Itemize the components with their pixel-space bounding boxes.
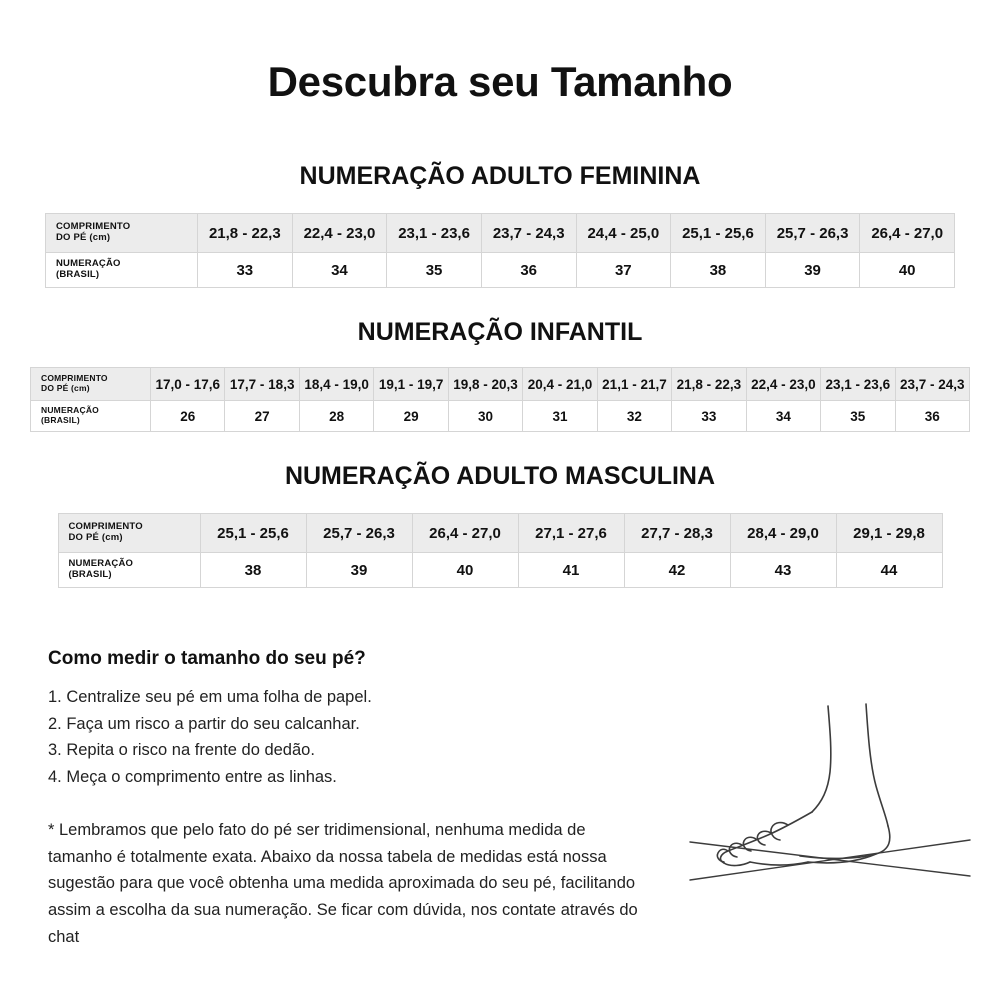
- cell-size: 38: [671, 253, 766, 288]
- cell-length: 18,4 - 19,0: [299, 368, 373, 401]
- cell-size: 36: [895, 401, 969, 432]
- cell-length: 20,4 - 21,0: [523, 368, 597, 401]
- list-item: 3. Repita o risco na frente do dedão.: [48, 741, 315, 760]
- list-item: 4. Meça o comprimento entre as linhas.: [48, 768, 337, 787]
- cell-length: 25,7 - 26,3: [306, 514, 412, 553]
- section-title-feminina: NUMERAÇÃO ADULTO FEMININA: [299, 162, 701, 190]
- cell-size: 34: [746, 401, 820, 432]
- table-row: [46, 214, 955, 253]
- howto-title: Como medir o tamanho do seu pé?: [48, 648, 366, 669]
- cell-size: 38: [200, 553, 306, 588]
- cell-length: 26,4 - 27,0: [412, 514, 518, 553]
- cell-length: 23,7 - 24,3: [481, 214, 576, 253]
- cell-length: 22,4 - 23,0: [292, 214, 387, 253]
- cell-length: 28,4 - 29,0: [730, 514, 836, 553]
- cell-length: 23,1 - 23,6: [821, 368, 895, 401]
- cell-length: 21,1 - 21,7: [597, 368, 671, 401]
- foot-icon: [680, 690, 980, 900]
- cell-size: 39: [306, 553, 412, 588]
- cell-length: 25,1 - 25,6: [200, 514, 306, 553]
- cell-size: 40: [412, 553, 518, 588]
- foot-measurement-illustration: [680, 690, 980, 900]
- table-row: [58, 553, 942, 588]
- cell-length: 21,8 - 22,3: [198, 214, 293, 253]
- cell-size: 37: [576, 253, 671, 288]
- size-table-masculina: [58, 513, 943, 588]
- row-header-size: NUMERAÇÃO (BRASIL): [31, 401, 151, 432]
- cell-length: 26,4 - 27,0: [860, 214, 955, 253]
- cell-length: 17,7 - 18,3: [225, 368, 299, 401]
- list-item: 2. Faça um risco a partir do seu calcanhar.: [48, 714, 360, 733]
- table-row: [31, 401, 970, 432]
- section-title-masculina: NUMERAÇÃO ADULTO MASCULINA: [284, 462, 716, 490]
- size-table-infantil: [30, 367, 970, 432]
- cell-size: 44: [836, 553, 942, 588]
- row-header-length: COMPRIMENTO DO PÉ (cm): [31, 368, 151, 401]
- cell-size: 27: [225, 401, 299, 432]
- cell-length: 23,1 - 23,6: [387, 214, 482, 253]
- cell-length: 23,7 - 24,3: [895, 368, 969, 401]
- table-wrapper-infantil: [0, 367, 1000, 432]
- cell-length: 25,7 - 26,3: [765, 214, 860, 253]
- table-row: [58, 514, 942, 553]
- cell-size: 35: [387, 253, 482, 288]
- row-header-length: COMPRIMENTO DO PÉ (cm): [58, 514, 200, 553]
- howto-block: [48, 648, 668, 967]
- cell-size: 36: [481, 253, 576, 288]
- cell-size: 32: [597, 401, 671, 432]
- cell-length: 19,8 - 20,3: [448, 368, 522, 401]
- section-title-infantil: NUMERAÇÃO INFANTIL: [357, 318, 643, 346]
- cell-length: 29,1 - 29,8: [836, 514, 942, 553]
- cell-size: 43: [730, 553, 836, 588]
- cell-length: 22,4 - 23,0: [746, 368, 820, 401]
- cell-length: 25,1 - 25,6: [671, 214, 766, 253]
- cell-size: 33: [672, 401, 746, 432]
- cell-length: 24,4 - 25,0: [576, 214, 671, 253]
- cell-length: 27,7 - 28,3: [624, 514, 730, 553]
- cell-length: 17,0 - 17,6: [151, 368, 225, 401]
- row-header-length: COMPRIMENTO DO PÉ (cm): [46, 214, 198, 253]
- cell-size: 31: [523, 401, 597, 432]
- cell-length: 27,1 - 27,6: [518, 514, 624, 553]
- howto-steps: [48, 684, 668, 791]
- cell-size: 40: [860, 253, 955, 288]
- cell-size: 29: [374, 401, 448, 432]
- table-row: [31, 368, 970, 401]
- cell-size: 33: [198, 253, 293, 288]
- cell-size: 28: [299, 401, 373, 432]
- cell-size: 39: [765, 253, 860, 288]
- page-title: Descubra seu Tamanho: [267, 58, 733, 105]
- cell-size: 42: [624, 553, 730, 588]
- cell-size: 26: [151, 401, 225, 432]
- table-row: [46, 253, 955, 288]
- size-table-feminina: [45, 213, 955, 288]
- table-wrapper-feminina: [0, 213, 1000, 288]
- table-wrapper-masculina: [0, 513, 1000, 588]
- cell-size: 41: [518, 553, 624, 588]
- row-header-size: NUMERAÇÃO (BRASIL): [58, 553, 200, 588]
- howto-note: * Lembramos que pelo fato do pé ser tridimensional, nenhuma medida de tamanho é totalmente exata. Abaixo da nossa tabela de medidas está nossa sugestão para que você obtenha uma medida aproximada do seu pé, facilitando assim a escolha da sua numeração. Se ficar com dúvida, nos contate através do chat: [48, 820, 638, 946]
- cell-size: 30: [448, 401, 522, 432]
- cell-size: 34: [292, 253, 387, 288]
- cell-length: 19,1 - 19,7: [374, 368, 448, 401]
- row-header-size: NUMERAÇÃO (BRASIL): [46, 253, 198, 288]
- cell-size: 35: [821, 401, 895, 432]
- cell-length: 21,8 - 22,3: [672, 368, 746, 401]
- list-item: 1. Centralize seu pé em uma folha de papel.: [48, 688, 372, 706]
